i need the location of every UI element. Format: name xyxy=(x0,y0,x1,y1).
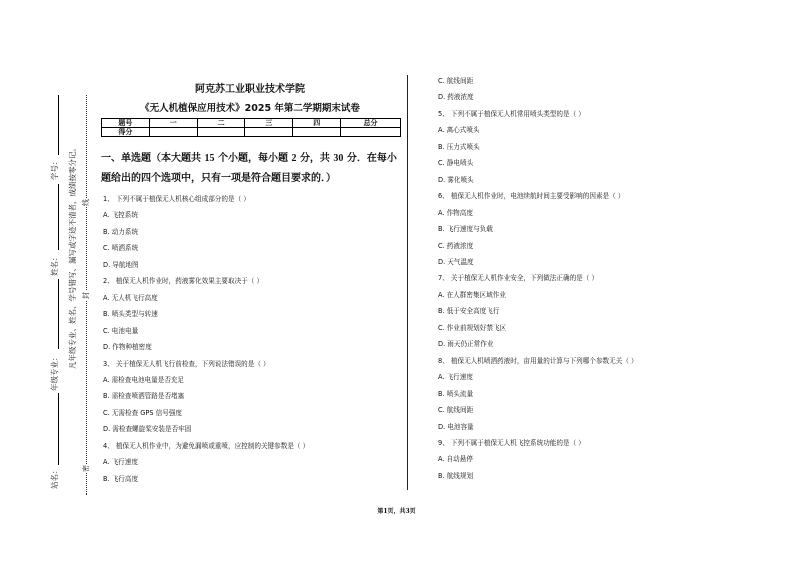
answer-option[interactable]: A. 无人机飞行高度 xyxy=(103,293,158,302)
answer-option[interactable]: D. 雾化喷头 xyxy=(438,175,474,184)
station-label: 站名： xyxy=(50,466,59,489)
answer-option[interactable]: D. 天气温度 xyxy=(438,257,474,266)
header-cell: 二 xyxy=(197,119,245,128)
answer-option[interactable]: B. 低于安全高度飞行 xyxy=(438,307,500,316)
grade-major-field[interactable] xyxy=(58,279,59,349)
section-heading-line2: 题给出的四个选项中，只有一项是符合题目要求的．） xyxy=(101,173,336,184)
total-points: 30 xyxy=(333,153,344,164)
answer-option[interactable]: A. 飞行速度 xyxy=(438,373,473,382)
answer-option[interactable]: C. 无需检查 GPS 信号强度 xyxy=(103,408,183,417)
seal-char-xian: 线 xyxy=(79,198,93,207)
seal-char-mi: 密 xyxy=(79,464,93,473)
answer-option[interactable]: D. 药液浓度 xyxy=(438,93,474,102)
answer-option[interactable]: B. 需检查喷洒管路是否堵塞 xyxy=(103,392,185,401)
section-text: 个小题，每小题 xyxy=(217,153,288,164)
name-field[interactable] xyxy=(58,184,59,250)
exam-title: 《无人机植保应用技术》2025 年第二学期期末试卷 xyxy=(140,103,360,114)
question-stem: 3、 关于植保无人机飞行前检查，下列说法错误的是（ ） xyxy=(103,359,270,368)
points-each: 2 xyxy=(291,153,297,164)
question-stem: 2、 植保无人机作业时，药液雾化效果主要取决于（ ） xyxy=(103,277,264,286)
seal-char-feng: 封 xyxy=(79,291,93,300)
score-table xyxy=(101,118,401,137)
answer-option[interactable]: C. 航线间距 xyxy=(438,406,474,415)
right-column-questions xyxy=(438,73,668,484)
question-stem: 4、 植保无人机作业中，为避免漏喷或重喷，应控制的关键参数是（ ） xyxy=(103,441,310,450)
station-field[interactable] xyxy=(58,393,59,465)
school-name: 阿克苏工业职业技术学院 xyxy=(195,84,305,95)
answer-option[interactable]: A. 在人群密集区域作业 xyxy=(438,290,506,299)
answer-option[interactable]: D. 需检查螺旋桨安装是否牢固 xyxy=(103,425,192,434)
header-cell: 四 xyxy=(293,119,341,128)
student-id-field[interactable] xyxy=(58,95,59,155)
score-cell[interactable] xyxy=(197,128,245,137)
score-table-score-row xyxy=(102,128,401,137)
section-heading-line1 xyxy=(101,149,401,169)
section-text: 分，共 xyxy=(299,153,330,164)
header-cell: 三 xyxy=(245,119,293,128)
answer-option[interactable]: B. 航线规划 xyxy=(438,471,474,480)
score-row-label: 得分 xyxy=(102,128,150,137)
answer-option[interactable]: B. 飞行高度 xyxy=(103,474,139,483)
section-heading xyxy=(101,149,401,189)
answer-option[interactable]: C. 喷洒系统 xyxy=(103,244,139,253)
notice-text: 凡年级专业、姓名、学号错写、漏写或字迹不清者，成绩按零分记。 xyxy=(68,144,77,369)
answer-option[interactable]: C. 静电喷头 xyxy=(438,159,474,168)
answer-option[interactable]: D. 导航地图 xyxy=(103,260,139,269)
answer-option[interactable]: C. 药液浓度 xyxy=(438,241,474,250)
question-stem: 1、 下列不属于植保无人机核心组成部分的是（ ） xyxy=(103,195,250,203)
answer-option[interactable]: B. 喷头流量 xyxy=(438,389,474,398)
seal-line xyxy=(79,95,93,495)
question-stem: 8、 植保无人机喷洒药液时，亩用量的计算与下列哪个参数无关（ ） xyxy=(438,356,638,365)
answer-option[interactable]: B. 喷头类型与转速 xyxy=(103,310,158,319)
name-label: 姓名： xyxy=(50,253,59,276)
question-stem: 9、 下列不属于植保无人机飞控系统功能的是（ ） xyxy=(438,438,585,447)
answer-option[interactable]: A. 需检查电池电量是否充足 xyxy=(103,375,185,384)
student-id-label: 学号： xyxy=(50,157,59,180)
header-cell: 一 xyxy=(149,119,197,128)
answer-option[interactable]: C. 航线间距 xyxy=(438,77,474,85)
section-text: 一、单选题（本大题共 xyxy=(101,153,201,164)
answer-option[interactable]: B. 飞行速度与负载 xyxy=(438,225,493,234)
answer-option[interactable]: C. 作业前规划好禁飞区 xyxy=(438,323,507,332)
column-divider xyxy=(407,75,408,490)
answer-option[interactable]: C. 电池电量 xyxy=(103,326,139,335)
binding-notice xyxy=(66,95,80,495)
score-cell[interactable] xyxy=(293,128,341,137)
answer-option[interactable]: D. 作物种植密度 xyxy=(103,343,152,352)
answer-option[interactable]: A. 飞控系统 xyxy=(103,211,138,220)
score-cell[interactable] xyxy=(341,128,401,137)
answer-option[interactable]: A. 离心式喷头 xyxy=(438,126,480,135)
question-stem: 6、 植保无人机作业时，电池续航时间主要受影响的因素是（ ） xyxy=(438,192,625,201)
header-cell: 题号 xyxy=(102,119,150,128)
question-stem: 5、 下列不属于植保无人机常用喷头类型的是（ ） xyxy=(438,109,585,118)
section-text: 分．在每小 xyxy=(346,153,397,164)
question-count: 15 xyxy=(204,153,215,164)
answer-option[interactable]: B. 动力系统 xyxy=(103,227,139,236)
score-table-header-row xyxy=(102,119,401,128)
question-stem: 7、 关于植保无人机作业安全，下列做法正确的是（ ） xyxy=(438,274,599,283)
header-cell: 总分 xyxy=(341,119,401,128)
page-number: 第1页，共3页 xyxy=(377,508,416,515)
answer-option[interactable]: B. 压力式喷头 xyxy=(438,142,480,151)
answer-option[interactable]: A. 飞行速度 xyxy=(103,458,138,467)
binding-fields xyxy=(48,95,62,495)
score-cell[interactable] xyxy=(149,128,197,137)
score-cell[interactable] xyxy=(245,128,293,137)
left-column-questions xyxy=(103,191,403,487)
answer-option[interactable]: D. 电池容量 xyxy=(438,422,474,431)
answer-option[interactable]: A. 自动悬停 xyxy=(438,455,473,464)
grade-major-label: 年级专业： xyxy=(50,353,59,391)
answer-option[interactable]: D. 雨天仍正常作业 xyxy=(438,340,494,349)
answer-option[interactable]: A. 作物高度 xyxy=(438,208,473,217)
